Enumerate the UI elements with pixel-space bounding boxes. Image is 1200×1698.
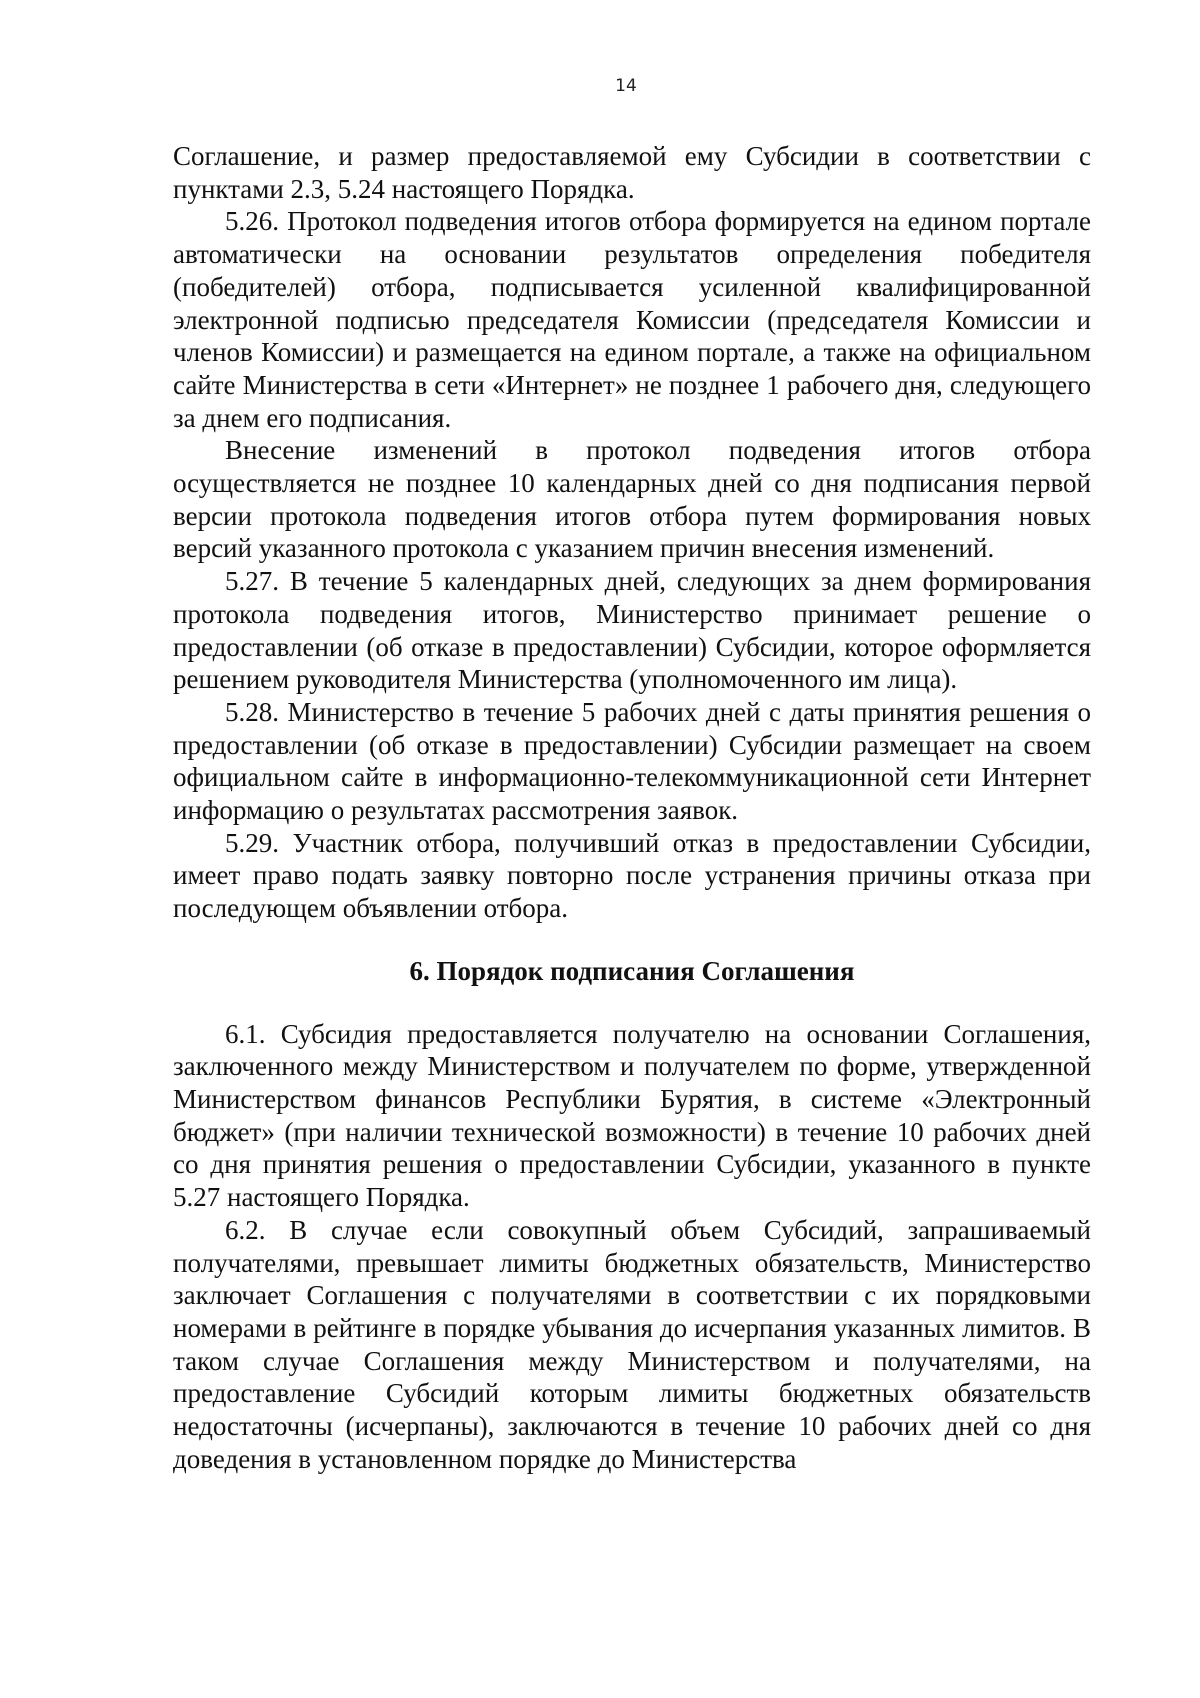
section-heading: 6. Порядок подписания Соглашения	[409, 955, 855, 986]
paragraph-6-1: 6.1. Субсидия предоставляется получателю на основании Соглашения, заключенного между Министерством и получателем по форме, утвержденной Министерством финансов Республики Бурятия, в системе «Электронный бюджет» (при наличии технической возможности) в течение 10 рабочих дней со дня принятия решения о предоставлении Субсидии, указанного в пункте 5.27 настоящего Порядка.	[173, 1018, 1091, 1213]
paragraph-5-28: 5.28. Министерство в течение 5 рабочих дней с даты принятия решения о предоставлении (об отказе в предоставлении) Субсидии размещает на своем официальном сайте в информационно-телекоммуникационной сети Интернет информацию о результатах рассмотрения заявок.	[173, 696, 1091, 826]
paragraphs-after-section	[173, 1018, 1091, 1476]
document-body	[173, 140, 1091, 1475]
paragraph-5-26: 5.26. Протокол подведения итогов отбора формируется на едином портале автоматически на основании результатов определения победителя (победителей) отбора, подписывается усиленной квалифицированной электронной подписью председателя Комиссии (председателя Комиссии и членов Комиссии) и размещается на едином портале, а также на официальном сайте Министерства в сети «Интернет» не позднее 1 рабочего дня, следующего за днем его подписания.	[173, 206, 1091, 433]
paragraph-5-26-changes: Внесение изменений в протокол подведения итогов отбора осуществляется не позднее 10 календарных дней со дня подписания первой версии протокола подведения итогов отбора путем формирования новых версий указанного протокола с указанием причин внесения изменений.	[173, 435, 1091, 564]
paragraph-5-29: 5.29. Участник отбора, получивший отказ в предоставлении Субсидии, имеет право подать заявку повторно после устранения причины отказа при последующем объявлении отбора.	[173, 827, 1091, 924]
paragraph-continuation: Соглашение, и размер предоставляемой ему Субсидии в соответствии с пунктами 2.3, 5.24 настоящего Порядка.	[173, 141, 1091, 204]
paragraphs-before-section	[173, 140, 1091, 925]
page-number: 14	[615, 76, 637, 96]
paragraph-6-2: 6.2. В случае если совокупный объем Субсидий, запрашиваемый получателями, превышает лимиты бюджетных обязательств, Министерство заключает Соглашения с получателями в соответствии с их порядковыми номерами в рейтинге в порядке убывания до исчерпания указанных лимитов. В таком случае Соглашения между Министерством и получателями, на предоставление Субсидий которым лимиты бюджетных обязательств недостаточны (исчерпаны), заключаются в течение 10 рабочих дней со дня доведения в установленном порядке до Министерства	[173, 1214, 1091, 1474]
paragraph-5-27: 5.27. В течение 5 календарных дней, следующих за днем формирования протокола подведения итогов, Министерство принимает решение о предоставлении (об отказе в предоставлении) Субсидии, которое оформляется решением руководителя Министерства (уполномоченного им лица).	[173, 566, 1091, 695]
